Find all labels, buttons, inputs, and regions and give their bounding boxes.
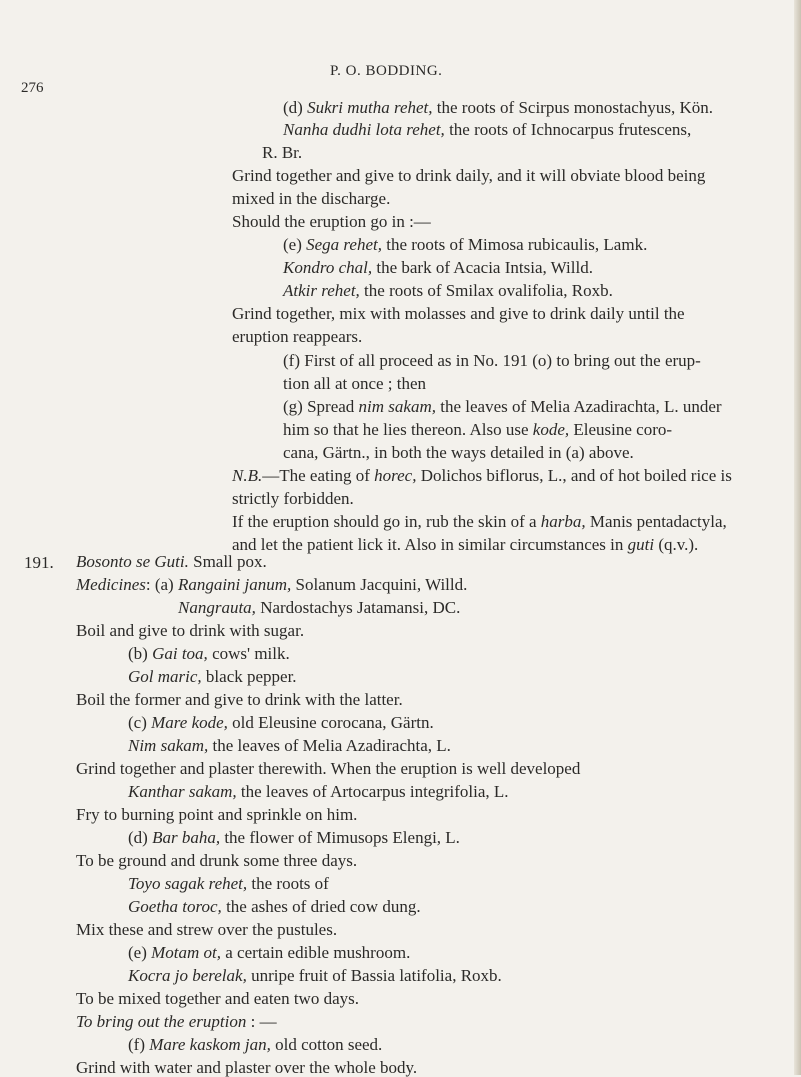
text-run: Boil and give to drink with sugar. [76, 621, 305, 640]
italic-term: Kondro chal, [283, 258, 373, 277]
text-run: tion all at once ; then [283, 374, 427, 393]
text-run: the flower of Mimusops Elengi, L. [220, 828, 460, 847]
text-line [128, 668, 297, 685]
text-line [76, 1013, 277, 1030]
text-line [232, 513, 727, 530]
text-line [232, 167, 705, 184]
text-run: Manis pentadactyla, [585, 512, 727, 531]
text-run: the roots of Mimosa rubicaulis, Lamk. [381, 235, 648, 254]
text-line [283, 99, 713, 116]
italic-term: horec, [374, 466, 417, 485]
text-run: Eleusine coro- [569, 420, 673, 439]
italic-term: Motam ot, [151, 943, 222, 962]
text-line [283, 259, 593, 276]
text-line [128, 967, 502, 984]
text-line [76, 576, 467, 593]
text-run: old cotton seed. [270, 1035, 383, 1054]
text-line [232, 213, 431, 230]
italic-term: Medicines [76, 575, 146, 594]
text-run: To be ground and drunk some three days. [76, 851, 358, 870]
text-line [76, 852, 357, 869]
text-run: him so that he lies thereon. Also use [283, 420, 533, 439]
italic-term: harba, [540, 512, 586, 531]
italic-term: kode, [532, 420, 570, 439]
section-number: 191. [24, 553, 54, 572]
text-line [178, 599, 460, 616]
italic-term: guti [627, 535, 655, 554]
italic-term: Gai toa, [152, 644, 208, 663]
text-line [128, 898, 421, 915]
text-line [232, 467, 732, 484]
text-run: Dolichos biflorus, L., and of hot boiled rice is [416, 466, 732, 485]
text-line [283, 121, 691, 138]
text-run: Boil the former and give to drink with the latter. [76, 690, 403, 709]
text-run: the ashes of dried cow dung. [221, 897, 421, 916]
text-run: R. Br. [262, 143, 303, 162]
running-title: P. O. BODDING. [330, 63, 443, 79]
text-run: To be mixed together and eaten two days. [76, 989, 359, 1008]
page-number: 276 [21, 80, 44, 96]
text-run: (c) [128, 713, 152, 732]
text-line [232, 328, 362, 345]
text-line [76, 1059, 417, 1076]
text-run: the leaves of Artocarpus integrifolia, L. [236, 782, 509, 801]
italic-term: Sukri mutha rehet, [307, 98, 433, 117]
text-run: (d) [128, 828, 153, 847]
text-run: Should the eruption go in :— [232, 212, 431, 231]
text-line [128, 944, 410, 961]
italic-term: Mare kode, [151, 713, 228, 732]
text-run: Grind with water and plaster over the whole body. [76, 1058, 418, 1077]
text-run: Grind together and give to drink daily, and it will obviate blood being [232, 166, 706, 185]
italic-term: Nim sakam, [128, 736, 209, 755]
text-run: Fry to burning point and sprinkle on him. [76, 805, 358, 824]
text-run: Small pox. [188, 552, 267, 571]
text-run: cana, Gärtn., in both the ways detailed in (a) above. [283, 443, 634, 462]
text-run: unripe fruit of Bassia latifolia, Roxb. [246, 966, 502, 985]
text-line [76, 622, 304, 639]
text-run: (d) [283, 98, 308, 117]
italic-term: Bosonto se Guti. [76, 552, 189, 571]
text-line [76, 760, 580, 777]
text-run: (b) [128, 644, 153, 663]
text-line [128, 645, 290, 662]
italic-term: Goetha toroc, [128, 897, 222, 916]
text-line [128, 737, 451, 754]
text-line [283, 375, 426, 392]
text-line [76, 691, 403, 708]
text-line [283, 421, 672, 438]
italic-term: Gol maric, [128, 667, 202, 686]
text-run: the roots of Ichnocarpus frutescens, [444, 120, 692, 139]
text-line [283, 282, 613, 299]
text-line [128, 875, 329, 892]
italic-term: N.B. [232, 466, 263, 485]
text-run: mixed in the discharge. [232, 189, 391, 208]
text-run: Grind together, mix with molasses and give to drink daily until the [232, 304, 685, 323]
italic-term: nim sakam, [358, 397, 436, 416]
italic-term: Mare kaskom jan, [149, 1035, 271, 1054]
text-run: strictly forbidden. [232, 489, 354, 508]
text-run: Grind together and plaster therewith. When the eruption is well developed [76, 759, 581, 778]
text-line [76, 553, 267, 570]
text-run: cows' milk. [207, 644, 290, 663]
text-run: the bark of Acacia Intsia, Willd. [372, 258, 593, 277]
italic-term: Sega rehet, [306, 235, 382, 254]
italic-term: To bring out the eruption [76, 1012, 247, 1031]
text-run: Solanum Jacquini, Willd. [291, 575, 468, 594]
text-run: the roots of Smilax ovalifolia, Roxb. [359, 281, 613, 300]
text-run: (g) Spread [283, 397, 359, 416]
text-run: and let the patient lick it. Also in similar circumstances in [232, 535, 628, 554]
text-line [232, 536, 698, 553]
text-run: If the eruption should go in, rub the skin of a [232, 512, 541, 531]
text-line [76, 806, 357, 823]
text-run: the roots of [247, 874, 329, 893]
text-line [128, 829, 460, 846]
text-run: a certain edible mushroom. [221, 943, 411, 962]
text-line [76, 990, 359, 1007]
text-line [128, 783, 509, 800]
italic-term: Kanthar sakam, [128, 782, 237, 801]
text-run: (f) [128, 1035, 150, 1054]
text-line [128, 1036, 382, 1053]
text-run: eruption reappears. [232, 327, 363, 346]
text-run: the leaves of Melia Azadirachta, L. under [435, 397, 722, 416]
text-line [232, 305, 685, 322]
text-line [283, 352, 701, 369]
italic-term: Bar baha, [152, 828, 221, 847]
text-run: (q.v.). [654, 535, 699, 554]
page-edge-shadow [794, 0, 801, 1075]
italic-term: Kocra jo berelak, [128, 966, 247, 985]
text-line [283, 444, 634, 461]
italic-term: Toyo sagak rehet, [128, 874, 248, 893]
text-run: (e) [283, 235, 307, 254]
text-line [283, 398, 722, 415]
italic-term: Atkir rehet, [283, 281, 360, 300]
text-run: (e) [128, 943, 152, 962]
text-line [283, 236, 647, 253]
text-run: : — [246, 1012, 277, 1031]
text-run: the roots of Scirpus monostachyus, Kön. [432, 98, 713, 117]
text-run: old Eleusine corocana, Gärtn. [227, 713, 434, 732]
text-line [262, 144, 302, 161]
text-line [76, 921, 337, 938]
italic-term: Nangrauta, [178, 598, 256, 617]
text-run: Mix these and strew over the pustules. [76, 920, 338, 939]
italic-term: Rangaini janum, [177, 575, 292, 594]
text-run: —The eating of [262, 466, 375, 485]
text-run: Nardostachys Jatamansi, DC. [255, 598, 461, 617]
text-run: black pepper. [201, 667, 297, 686]
text-run: : (a) [145, 575, 178, 594]
italic-term: Nanha dudhi lota rehet, [283, 120, 445, 139]
text-line [232, 490, 354, 507]
text-line [232, 190, 390, 207]
text-run: the leaves of Melia Azadirachta, L. [208, 736, 451, 755]
text-run: (f) First of all proceed as in No. 191 (o) to bring out the erup- [283, 351, 701, 370]
text-line [128, 714, 434, 731]
